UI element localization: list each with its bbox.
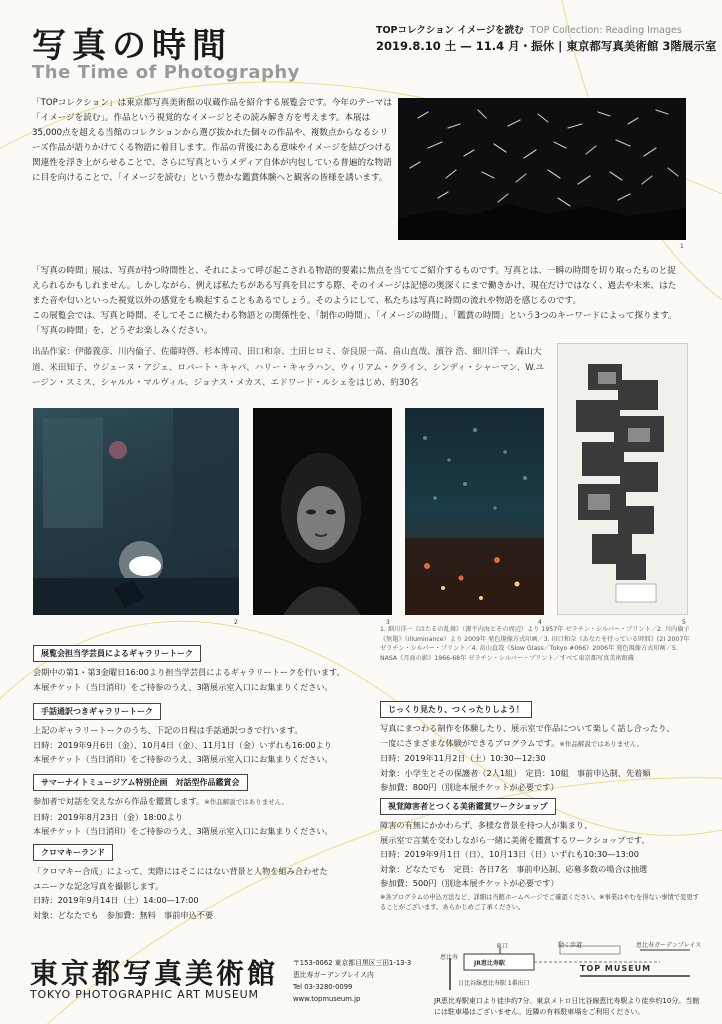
address-line-2: 恵比寿ガーデンプレイス内	[293, 971, 374, 979]
artists-list: 出品作家：伊藤義彦、川内倫子、佐藤時啓、杉本博司、田口和奈、土田ヒロミ、奈良原一高、畠山直哉、濱谷 浩、細川洋一、森山大道、米田知子、ウジェーヌ・アジェ、ロバート・キャパ、ハリー・キャラハン、ウィリアム・クライン、シンディ・シャーマン、W.ユージン・スミス、シャルル・マルヴィル、ジョナス・メカス、エドワード・ルシェをはじめ、約30名	[32, 347, 545, 388]
photo-portrait	[253, 408, 392, 615]
intro-text	[32, 96, 392, 186]
photo-number-5: 5	[682, 619, 686, 626]
event-line: 日時：2019年11月2日（土）10:30—12:30	[380, 753, 546, 763]
event-line: 対象：小学生とその保護者（2人1組） 定員：10組 事前申込制、先着順	[380, 767, 651, 778]
museum-name: 東京都写真美術館	[30, 957, 279, 990]
event-note: ※作品解説ではありません。	[559, 739, 644, 748]
event-line: ユニークな記念写真を撮影します。	[33, 880, 164, 891]
photo-moon-collage-art	[558, 344, 688, 615]
event-title-gallery-talk: 展覧会担当学芸員によるギャラリートーク	[33, 645, 201, 662]
page-title: 写真の時間	[32, 26, 232, 66]
event-body-gallery-talk	[33, 665, 353, 694]
intro-text-2	[32, 264, 682, 339]
photo-number-1: 1	[680, 243, 684, 250]
event-title-chroma-key: クロマキーランド	[33, 844, 113, 861]
event-line: 展示室で言葉を交わしながら一緒に美術を鑑賞するワークショップです。	[380, 834, 650, 845]
event-line: 日時：2019年9月6日（金）、10月4日（金）、11月1日（金）いずれも16:00より	[33, 739, 332, 750]
map-label-walkway: 動く歩道	[558, 942, 583, 949]
event-line-text: 参加者で対話を交えながら作品を鑑賞します。	[33, 796, 205, 806]
photo-street-light	[33, 408, 239, 615]
page-title-en: The Time of Photography	[32, 62, 300, 83]
map-label-museum: TOP MUSEUM	[580, 964, 652, 973]
event-title-workshop-kids: じっくり見たり、つくったりしよう！	[380, 701, 532, 718]
photo-moon-collage	[557, 343, 688, 615]
address-line-1: 〒153-0062 東京都目黒区三田1-13-3	[293, 959, 412, 967]
event-line-text: 一度にさまざまな体験ができるプログラムです。	[380, 737, 560, 748]
event-line: 日時：2019年8月23日（金）18:00より	[33, 811, 184, 822]
event-line: 本展チケット（当日消印）をご持参のうえ、3階展示室入口にお集まりください。	[33, 681, 333, 692]
map-label-ebisu: 恵比寿	[440, 954, 459, 961]
program-footnote: ※各プログラムの申込方法など、詳細は当館ホームページでご確認ください。※事業はやむを得ない事情で変更することがございます。あらかじめご了承ください。	[380, 894, 699, 911]
event-note: ※作品解説ではありません。	[204, 798, 289, 806]
exhibition-dates: 2019.8.10 土 — 11.4 月・振休 | 東京都写真美術館 3階展示室	[376, 39, 717, 53]
event-line: 日時：2019年9月1日（日）、10月13日（日）いずれも10:30—13:00	[380, 849, 639, 859]
photo-portrait-art	[253, 408, 392, 615]
event-line: 対象：どなたでも 定員：各日7名 事前申込制、応募多数の場合は抽選	[380, 863, 648, 874]
series-ja: TOPコレクション イメージを読む	[376, 25, 524, 36]
event-title-summer-night: サマーナイトミュージアム特別企画 対話型作品鑑賞会	[33, 774, 248, 791]
access-map	[440, 940, 702, 992]
museum-name-en: TOKYO PHOTOGRAPHIC ART MUSEUM	[30, 988, 259, 1001]
event-body-summer-night	[33, 794, 353, 839]
event-line	[33, 794, 353, 810]
event-line: 本展チケット（当日消印）をご持参のうえ、3階展示室入口にお集まりください。	[33, 754, 333, 764]
event-line: 対象：どなたでも 参加費：無料 事前申込不要	[33, 909, 214, 920]
photo-fireflies-art	[398, 98, 686, 240]
photo-fireflies	[398, 98, 686, 240]
photo-rainy-window	[405, 408, 544, 615]
event-line: 日時：2019年9月14日（土）14:00—17:00	[33, 895, 199, 905]
intro-paragraph-2: 「写真の時間」展は、写真が持つ時間性と、それによって呼び起こされる物語的要素に焦点を当ててご紹介するものです。写真とは、一瞬の時間を切り取ったものと捉えられるかもしれません。しかしながら、例えば私たちがある写真を目にする際、そのイメージは記憶の奥深くにまで働きかけ、現在だけではなく、過去や未来、はたまた音や匂いといった視覚以外の感覚をも喚起することもあるでしょう。そのようにして、私たちは写真に時間の流れや物語を感じるのです。	[32, 266, 677, 306]
event-line: 障害の有無にかかわらず、多様な背景を持つ人が集まり、	[380, 820, 593, 830]
museum-address	[293, 957, 411, 1005]
intro-paragraph-1: 「TOPコレクション」は東京都写真美術館の収蔵作品を紹介する展覧会です。今年のテーマは「イメージを読む」。作品という視覚的なイメージとその読み解き方を考えます。本展は35,000点を超える当館のコレクションから選び抜かれた個々の作品や、複数点からなるシリーズ作品が語りかけてくる物語に着目します。作品の背後にある意味やイメージを結びつける関連性を浮き上がらせることで、さらに写真というメディア自体が内包している普遍的な物語に目を向けることで、「イメージを読む」という豊かな鑑賞体験へと観客の皆様を誘います。	[32, 98, 392, 183]
phone-number: Tel 03-3280-0099	[293, 983, 353, 991]
map-label-garden: 恵比寿ガーデンプレイス	[636, 942, 702, 949]
event-title-sign-language: 手話通訳つきギャラリートーク	[33, 703, 161, 720]
event-body-workshop-kids	[380, 721, 710, 795]
event-line: 会期中の第1・第3金曜日16:00より担当学芸員によるギャラリートークを行います。	[33, 667, 345, 677]
event-line: 「クロマキー合成」によって、実際にはそこにはない背景と人物を組み合わせた	[33, 866, 328, 876]
photo-rainy-window-art	[405, 408, 544, 615]
series-label	[376, 22, 682, 36]
event-line	[380, 736, 710, 752]
event-body-blind-workshop	[380, 818, 710, 891]
photo-street-light-art	[33, 408, 239, 615]
photo-number-3: 3	[386, 619, 390, 626]
map-label-exit: 東口	[496, 943, 509, 950]
map-label-jr: JR恵比寿駅	[474, 960, 505, 967]
event-line: 写真にまつわる制作を体験したり、展示室で作品について楽しく話し合ったり、	[380, 723, 675, 733]
map-label-metro: 日比谷線恵比寿駅 1番出口	[458, 980, 530, 987]
event-line: 本展チケット（当日消印）をご持参のうえ、3階展示室入口にお集まりください。	[33, 826, 333, 836]
photo-number-4: 4	[538, 619, 542, 626]
event-line: 参加費：500円（別途本展チケットが必要です）	[380, 878, 559, 888]
website-link[interactable]: www.topmuseum.jp	[293, 995, 361, 1003]
intro-paragraph-3: この展覧会では、写真と時間、そしてそこに横たわる物語との関係性を、「制作の時間」、「イメージの時間」、「鑑賞の時間」という3つのキーワードによって探ります。	[32, 311, 677, 321]
photo-credits: 1. 細川洋一《はたるの乱舞》（源平内海とその周辺）より 1957年 ゼラチン・シルバー・プリント／2. 川内倫子《無題》（Illuminance）より 2009年 発色現像方式印画／3. 田口和奈《あなたを待っている時間》(2) 2007年 ゼラチン・シルバー・プリント／4. 畠山直哉《Slow Glass／Tokyo #066》2006年 発色現像方式印画／5. NASA《月面の影》1966-68年 ゼラチン・シルバー・プリント／すべて東京都写真美術館蔵	[380, 626, 690, 662]
photo-number-2: 2	[234, 619, 238, 626]
event-title-blind-workshop: 視覚障害者とつくる美術鑑賞ワークショップ	[380, 798, 556, 815]
event-line: 上記のギャラリートークのうち、下記の日程は手話通訳つきで行います。	[33, 725, 303, 735]
access-info: JR恵比寿駅東口より徒歩約7分、東京メトロ日比谷線恵比寿駅より徒歩約10分。当館には駐車場はございません。近隣の有料駐車場をご利用ください。	[434, 997, 700, 1016]
series-en: TOP Collection: Reading Images	[530, 25, 682, 36]
event-body-chroma-key	[33, 864, 353, 922]
intro-paragraph-4: 「写真の時間」を、どうぞお楽しみください。	[32, 326, 213, 336]
event-line: 参加費：800円（別途本展チケットが必要です）	[380, 782, 559, 792]
event-body-sign-language	[33, 723, 353, 767]
